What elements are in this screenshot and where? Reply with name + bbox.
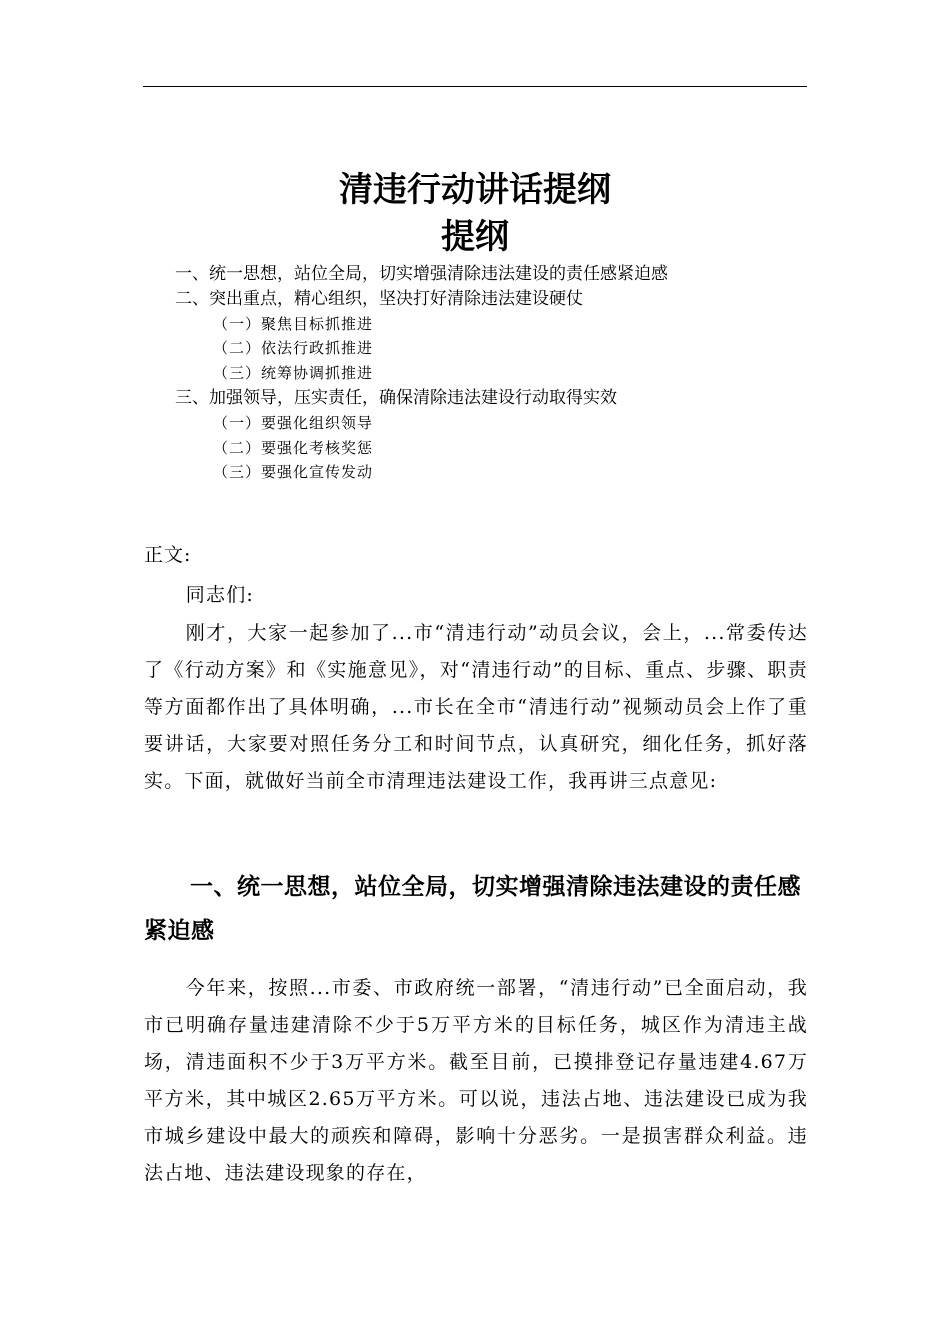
outline-item: 一、统一思想，站位全局，切实增强清除违法建设的责任感紧迫感	[175, 264, 668, 284]
document-subtitle: 提纲	[441, 217, 509, 257]
body-paragraph: 刚才，大家一起参加了...市“清违行动”动员会议，会上，...常委传达了《行动方案》和《实施意见》，对“清违行动”的目标、重点、步骤、职责等方面都作出了具体明确，...市长在全市“清违行动”视频动员会上作了重要讲话，大家要对照任务分工和时间节点，认真研究，细化任务，抓好落实。下面，就做好当前全市清理违法建设工作，我再讲三点意见:	[144, 622, 808, 792]
outline-item: 三、加强领导，压实责任，确保清除违法建设行动取得实效	[175, 388, 617, 408]
section-heading: 一、统一思想，站位全局，切实增强清除违法建设的责任感紧迫感	[144, 874, 801, 944]
salutation: 同志们:	[185, 584, 254, 606]
body-label: 正文:	[144, 544, 192, 566]
outline-subitem: （二）依法行政抓推进	[213, 339, 374, 357]
outline-subitem: （二）要强化考核奖惩	[213, 439, 374, 457]
outline-item: 二、突出重点，精心组织，坚决打好清除违法建设硬仗	[175, 289, 583, 309]
document-title: 清违行动讲话提纲	[339, 170, 611, 210]
outline-subitem: （三）要强化宣传发动	[213, 463, 374, 481]
body-paragraph: 今年来，按照...市委、市政府统一部署，“清违行动”已全面启动，我市已明确存量违建清除不少于5万平方米的目标任务，城区作为清违主战场，清违面积不少于3万平方米。截至目前，已摸排登记存量违建4.67万平方米，其中城区2.65万平方米。可以说，违法占地、违法建设已成为我市城乡建设中最大的顽疾和障碍，影响十分恶劣。一是损害群众利益。违法占地、违法建设现象的存在，	[144, 977, 808, 1184]
header-rule	[143, 86, 807, 87]
outline-subitem: （一）聚焦目标抓推进	[213, 315, 374, 333]
outline-subitem: （一）要强化组织领导	[213, 414, 374, 432]
outline-subitem: （三）统筹协调抓推进	[213, 364, 374, 382]
